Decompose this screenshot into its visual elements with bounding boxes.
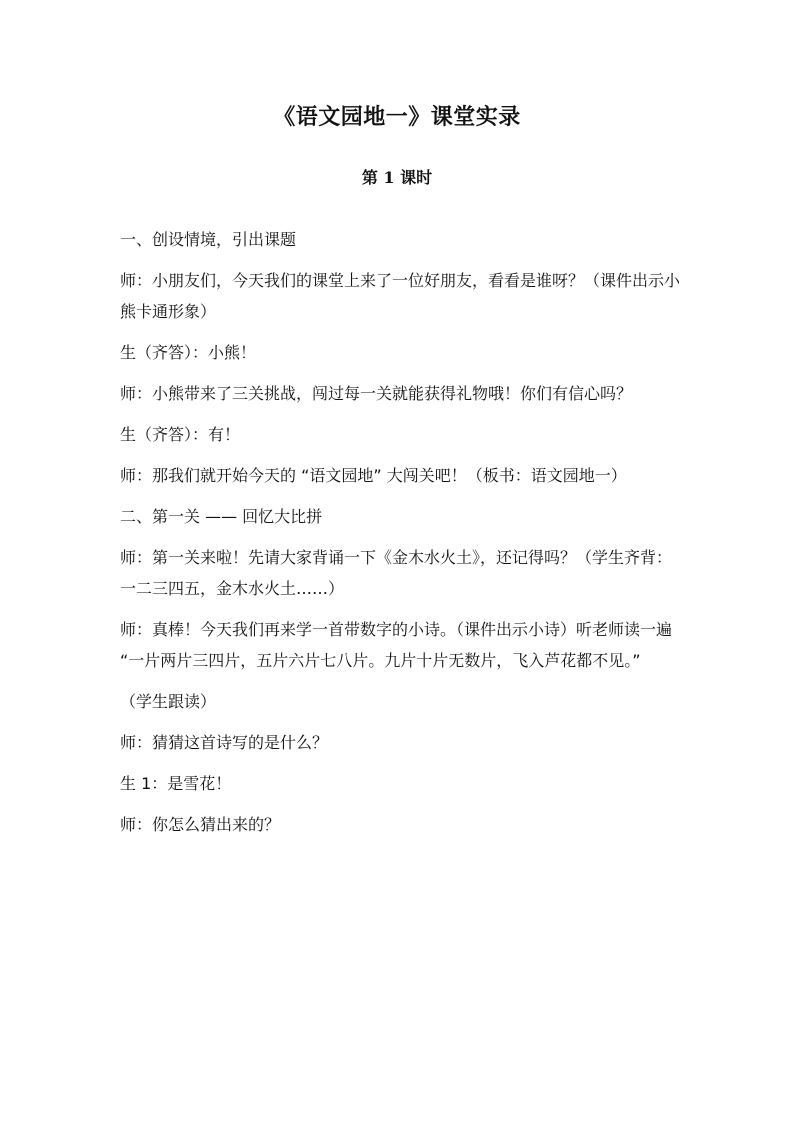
section-heading: 二、第一关 —— 回忆大比拼 bbox=[120, 507, 323, 526]
dialogue-paragraph: 师：那我们就开始今天的 “语文园地” 大闯关吧！（板书：语文园地一） bbox=[120, 466, 627, 485]
dialogue-paragraph: 师：小朋友们，今天我们的课堂上来了一位好朋友，看看是谁呀？（课件出示小熊卡通形象） bbox=[120, 271, 681, 321]
dialogue-paragraph: 生 1：是雪花！ bbox=[120, 774, 232, 793]
dialogue-paragraph: 生（齐答）：小熊！ bbox=[120, 343, 257, 362]
dialogue-paragraph: 师：你怎么猜出来的？ bbox=[120, 815, 281, 834]
dialogue-paragraph: 师：第一关来啦！先请大家背诵一下《金木水火土》，还记得吗？（学生齐背：一二三四五，金木水火土……） bbox=[120, 548, 673, 598]
document-subtitle: 第 1 课时 bbox=[361, 168, 433, 187]
dialogue-paragraph: （学生跟读） bbox=[120, 692, 217, 711]
dialogue-paragraph: 师：真棒！今天我们再来学一首带数字的小诗。（课件出示小诗）听老师读一遍 “一片两片三四片，五片六片七八片。九片十片无数片，飞入芦花都不见。” bbox=[120, 620, 673, 670]
dialogue-paragraph: 师：猜猜这首诗写的是什么？ bbox=[120, 733, 329, 752]
dialogue-paragraph: 生（齐答）：有！ bbox=[120, 425, 241, 444]
dialogue-paragraph: 师：小熊带来了三关挑战，闯过每一关就能获得礼物哦！你们有信心吗？ bbox=[120, 384, 633, 403]
section-heading: 一、创设情境，引出课题 bbox=[120, 230, 297, 249]
document-title: 《语文园地一》课堂实录 bbox=[273, 104, 521, 130]
document-body bbox=[120, 224, 680, 850]
